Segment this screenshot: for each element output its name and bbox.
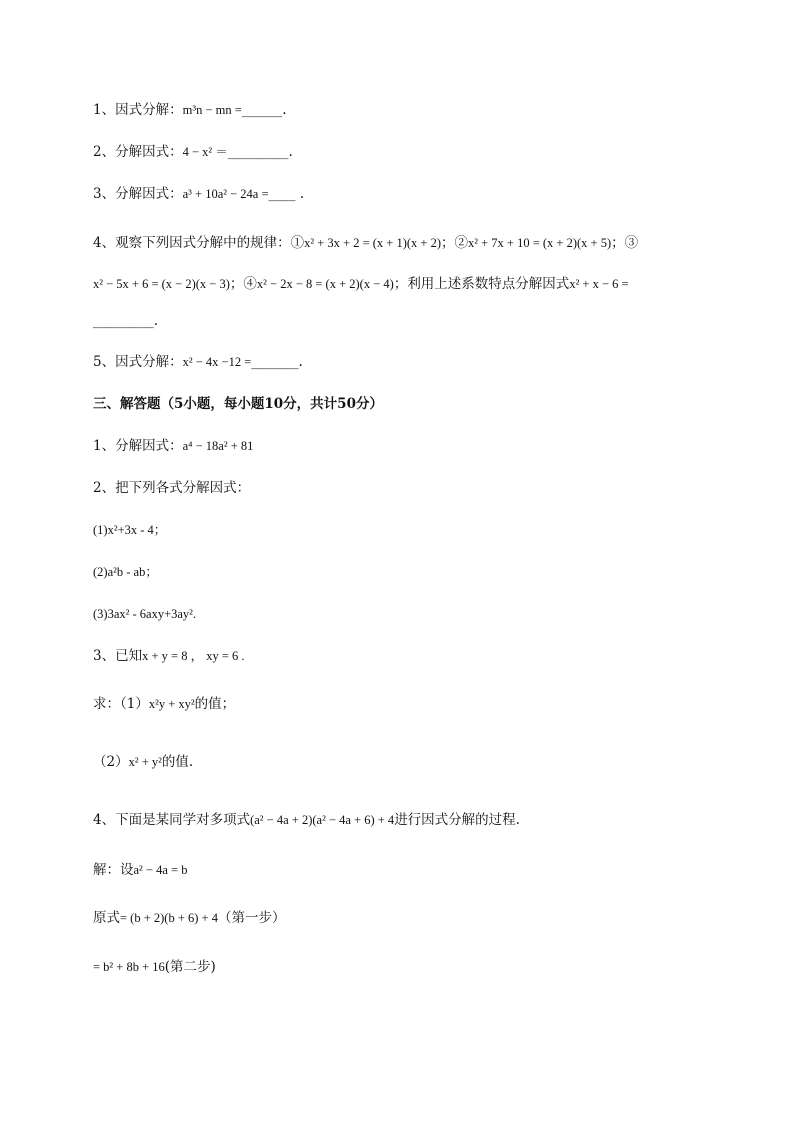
- step-note: (第二步): [164, 959, 216, 975]
- answer-blank: ______.: [241, 102, 287, 118]
- solution-substitution: [93, 860, 187, 880]
- ask-tail: 的值；: [194, 696, 236, 712]
- answer-question-2-part-2: (2)a²b - ab；: [93, 565, 158, 579]
- answer-question-3-ask-1: [93, 694, 235, 714]
- answer-question-2-part-3: (3)3ax² - 6axy+3ay².: [93, 607, 197, 621]
- ask-expression: x²y + xy²: [148, 697, 195, 711]
- question-label: 4、观察下列因式分解中的规律：: [93, 235, 291, 251]
- rule-expression: x² − 2x − 8 = (x + 2)(x − 4): [256, 277, 394, 291]
- rule-marker: ④: [243, 276, 257, 292]
- answer-question-1: [93, 436, 253, 456]
- question-expression: a⁴ − 18a² + 81: [182, 439, 254, 453]
- fill-question-4-line-2: [93, 274, 629, 294]
- section-heading: 三、解答题（5小题，每小题10分，共计50分）: [93, 396, 383, 412]
- question-label: 5、因式分解：: [93, 354, 183, 370]
- question-tail: 进行因式分解的过程.: [394, 812, 520, 828]
- answer-question-2: 2、把下列各式分解因式：: [93, 480, 251, 496]
- question-label: 1、分解因式：: [93, 438, 183, 454]
- ask-label: （2）: [93, 754, 129, 770]
- step-note: （第一步）: [217, 910, 286, 926]
- task-expression: x² + x − 6 =: [569, 277, 629, 291]
- rule-expression: x² − 5x + 6 = (x − 2)(x − 3): [93, 277, 230, 291]
- question-label: 3、已知: [93, 648, 143, 664]
- solution-step-1: [93, 908, 285, 928]
- step-label: 原式: [93, 910, 120, 926]
- ask-tail: 的值.: [161, 754, 194, 770]
- fill-question-5: [93, 352, 303, 372]
- fill-question-1: [93, 100, 287, 120]
- task-text: 利用上述系数特点分解因式: [407, 276, 570, 292]
- question-label: 1、因式分解：: [93, 102, 183, 118]
- answer-blank: _______.: [251, 354, 303, 370]
- solution-step-2: [93, 957, 216, 977]
- question-label: 4、下面是某同学对多项式: [93, 812, 251, 828]
- separator: ；: [611, 235, 625, 251]
- separator: ；: [393, 276, 408, 292]
- question-expression: a³ + 10a² − 24a =: [182, 187, 269, 201]
- rule-expression: x² + 3x + 2 = (x + 1)(x + 2): [304, 236, 441, 250]
- answer-question-3: [93, 646, 245, 666]
- ask-label: 求：（1）: [93, 696, 149, 712]
- rule-marker: ②: [454, 235, 468, 251]
- solution-label: 解：设: [93, 862, 134, 878]
- rule-expression: x² + 7x + 10 = (x + 2)(x + 5): [468, 236, 612, 250]
- fill-question-2: [93, 142, 293, 162]
- question-expression: 4 − x² ＝: [182, 145, 228, 159]
- substitution-expression: a² − 4a = b: [133, 863, 188, 877]
- answer-question-3-ask-2: [93, 752, 193, 772]
- fill-question-4-line-3: [93, 311, 158, 331]
- fill-question-4-line-1: [93, 233, 638, 253]
- answer-question-4: [93, 810, 520, 830]
- answer-question-2-part-1: (1)x²+3x - 4；: [93, 523, 167, 537]
- rule-marker: ③: [624, 235, 639, 251]
- polynomial-expression: (a² − 4a + 2)(a² − 4a + 6) + 4: [250, 813, 395, 827]
- question-label: 2、分解因式：: [93, 144, 183, 160]
- ask-expression: x² + y²: [128, 755, 162, 769]
- fill-question-3: [93, 184, 304, 204]
- given-expression: x + y = 8 ， xy = 6 .: [142, 649, 245, 663]
- answer-blank: _________.: [93, 313, 159, 329]
- answer-blank: ____ .: [268, 186, 305, 202]
- question-label: 3、分解因式：: [93, 186, 183, 202]
- separator: ；: [229, 276, 244, 292]
- step-expression: = (b + 2)(b + 6) + 4: [120, 911, 218, 925]
- step-expression: = b² + 8b + 16: [93, 960, 165, 974]
- rule-marker: ①: [290, 235, 305, 251]
- question-expression: m³n − mn =: [182, 103, 242, 117]
- answer-blank: _________.: [227, 144, 293, 160]
- separator: ；: [441, 235, 455, 251]
- question-expression: x² − 4x −12 =: [182, 355, 252, 369]
